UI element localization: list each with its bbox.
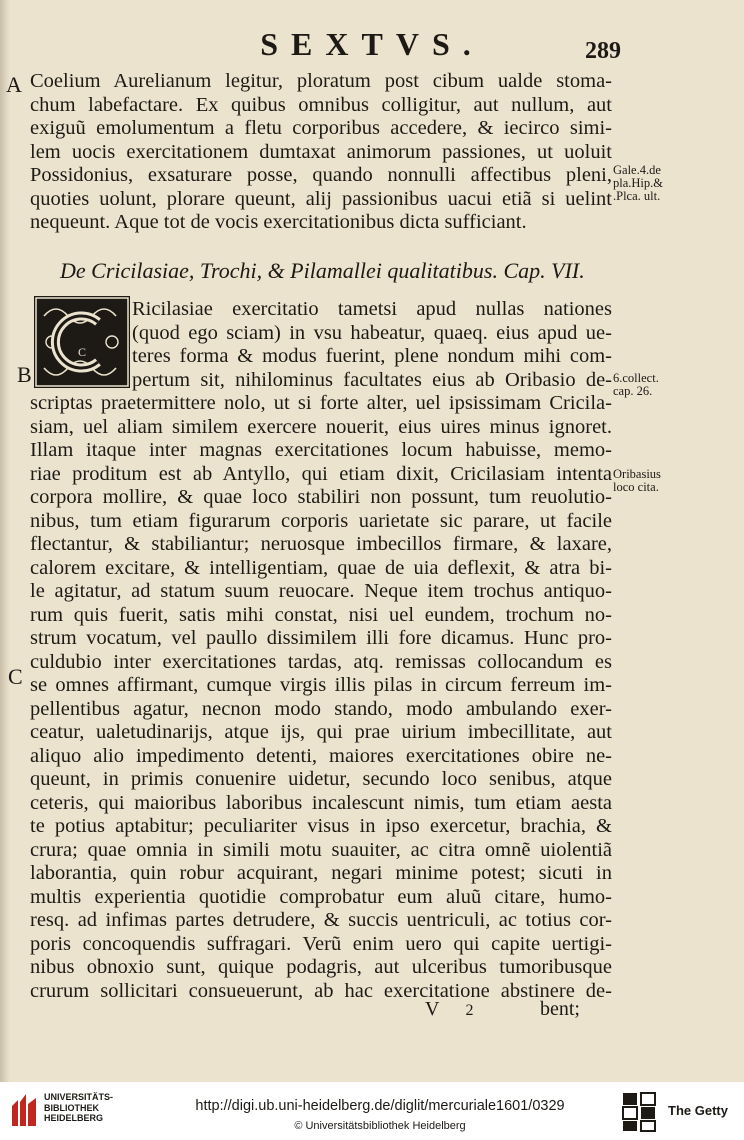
text-line: corpora mollire, & quae loco stabiliri non possunt, tum reuolutio- [30,486,612,508]
text-line: te potius aptabitur; peculiariter visus in ipso exercetur, brachia, & [30,815,612,837]
page-number: 289 [585,38,621,64]
text-line: pertum sit, nihilominus facultates eius ab Oribasio de- [132,368,612,391]
text-line: siam, uel aliam similem exercere nouerit, eius uires minus ignoret. [30,415,612,438]
text-line: teres forma & modus fuerint, plene nondum mihi com- [132,345,612,367]
copyright-notice: © Universitätsbibliothek Heidelberg [294,1120,466,1132]
section-marker-a: A [6,72,22,97]
signature-mark: V 2 [425,998,474,1020]
text-line: strum vocatum, vel paullo dissimilem illi fore dicamus. Hunc pro- [30,627,612,649]
text-line: nequeunt. Aque tot de vocis exercitationibus dicta sufficiant. [30,211,527,233]
permalink-url[interactable]: http://digi.ub.uni-heidelberg.de/diglit/mercuriale1601/0329 [195,1098,565,1114]
text-line: rum quis fuerit, satis mihi constat, nisi uel eundem, trochum no- [30,603,612,626]
page-gutter-shadow [0,0,10,1082]
text-line: (quod ego sciam) in vsu habeatur, quaeq. eius apud ue- [132,321,612,344]
paragraph-chapter-vii [30,298,612,1003]
text-line: riae proditum est ab Antyllo, qui etiam dixit, Cricilasiam intenta [30,462,612,485]
margin-note-galen: Gale.4.de pla.Hip.& .Plca. ult. [613,163,663,203]
text-line: lem uocis exercitationem dumtaxat animorum passiones, ut uoluit [30,140,612,163]
paragraph-previous-chapter [30,70,612,235]
text-line: quoties uolunt, plorare queunt, alij passionibus uacui etiã si uelint [30,187,612,210]
text-line: se omnes affirmant, cumque virgis illis pilas in circum ferreum im- [30,674,612,696]
text-line: aliquo alio impedimento detenti, maiores exercitationes obire ne- [30,744,612,767]
text-line: exiguũ emolumentum a fletu corporibus accedere, & iecirco simi- [30,117,612,139]
text-line: Possidonius, exsaturare posse, quando nonnulli affectibus pleni, [30,164,612,186]
text-line: Coelium Aurelianum legitur, ploratum post cibum ualde stoma- [30,70,612,92]
text-line: poris concoquendis suffragari. Verũ enim uero qui capite uertigi- [30,932,612,955]
text-line: scriptas praetermittere nolo, ut si forte alter, uel ipsissimam Cricila- [30,392,612,414]
text-line: culdubio inter exercitationes tardas, atq. remissas collocandum es [30,650,612,673]
text-line: crura; quae omnia in simili motu suauiter, ac citra omnẽ uiolentiã [30,838,612,861]
section-marker-b: B [17,362,32,387]
text-line: calorem excitare, & intelligentiam, quae de uia deflexit, & atra bi- [30,556,612,579]
text-line: ceteris, qui maioribus laboribus incalescunt nimis, tum etiam aesta [30,791,612,814]
text-line: nibus obnoxio sunt, quique podagris, aut ulceribus tumoribusque [30,956,612,978]
footer-bar [0,1082,744,1140]
text-line: le agitatur, ad statum suum reuocare. Neque item trochus antiquo- [30,580,612,602]
text-line: laborantia, quin robur acquirant, negari minime potest; sicuti in [30,862,612,884]
text-line: crurum sollicitari consueuerunt, ab hac exercitatione abstinere de- [30,979,612,1002]
university-library-name: UNIVERSITÄTS- BIBLIOTHEK HEIDELBERG [44,1092,114,1123]
text-line: Illam itaque inter magnas exercitationes locum habuisse, memo- [30,439,612,461]
catchword: bent; [540,998,580,1020]
text-line: Ricilasiae exercitatio tametsi apud nullas nationes [132,298,612,320]
chapter-heading: De Cricilasiae, Trochi, & Pilamallei qualitatibus. Cap. VII. [60,258,585,283]
margin-note-collect: 6.collect. cap. 26. [613,371,659,398]
margin-note-oribasius: Oribasius loco cita. [613,467,661,494]
section-marker-c: C [8,664,23,689]
text-line: chum labefactare. Ex quibus omnibus colligitur, aut nullum, aut [30,93,612,116]
text-line: nibus, tum etiam figurarum corporis uarietate sic parare, ut facile [30,509,612,532]
text-line: resq. ad infimas partes detrudere, & succis uentriculi, ac totius cor- [30,909,612,931]
text-line: multis experientia quotidie comprobatur eum aluũ citare, humo- [30,885,612,908]
getty-logo-icon[interactable] [622,1092,656,1132]
getty-label[interactable]: The Getty [668,1103,728,1118]
running-head: SEXTVS. [260,26,484,62]
university-library-logo-icon[interactable] [8,1090,40,1130]
dropcap-letter: C [77,345,87,359]
text-line: ceatur, ualetudinarijs, atque ijs, qui prae uirium imbecillitate, aut [30,721,612,743]
text-line: pellentibus agatur, necnon modo stando, modo ambulando exer- [30,697,612,720]
text-line: queunt, in primis conuenire uidetur, secundo loco senibus, atque [30,768,612,790]
text-line: flectantur, & stabiliantur; neruosque imbecillos firmare, & laxare, [30,533,612,555]
